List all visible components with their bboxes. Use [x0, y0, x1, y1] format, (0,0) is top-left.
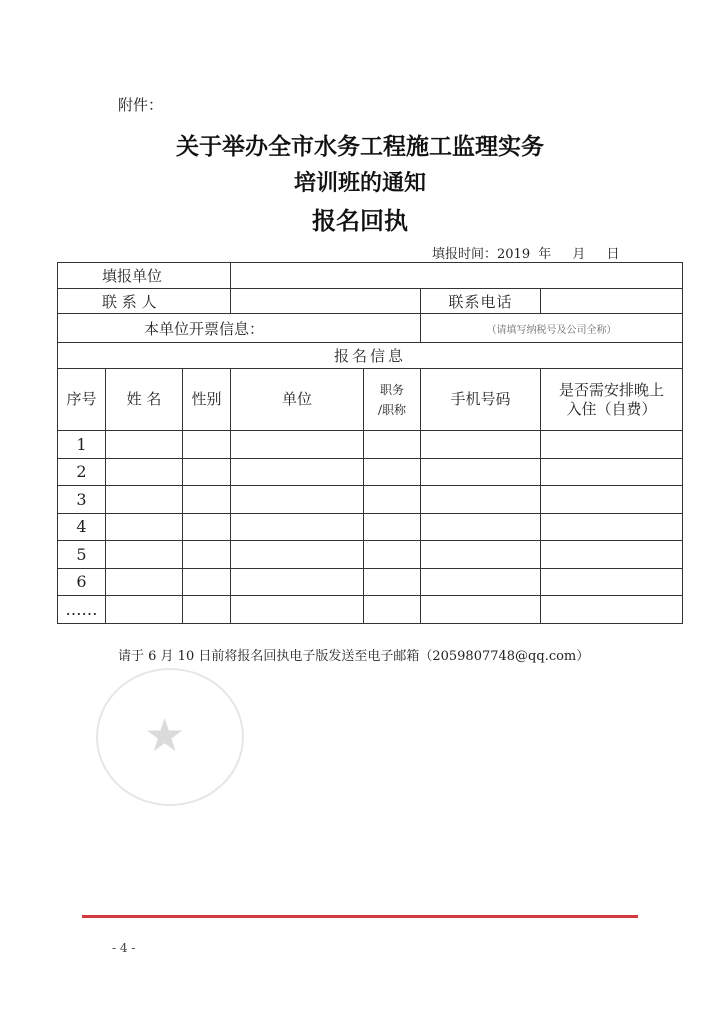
accommodation-cell[interactable] [541, 486, 683, 514]
seal-star-icon: ★ [144, 708, 186, 762]
phone-field[interactable] [541, 289, 683, 314]
gender-cell[interactable] [183, 596, 231, 624]
position-cell[interactable] [364, 486, 421, 514]
col-gender: 性别 [183, 369, 231, 431]
contact-row [58, 289, 683, 314]
gender-cell[interactable] [183, 458, 231, 486]
fill-date: 填报时间：2019 年 月 日 [432, 247, 620, 262]
col-position [364, 369, 421, 431]
col-unit: 单位 [231, 369, 364, 431]
mobile-cell[interactable] [421, 486, 541, 514]
position-cell[interactable] [364, 431, 421, 459]
unit-cell[interactable] [231, 541, 364, 569]
table-row [58, 541, 683, 569]
row-index: 5 [58, 541, 106, 569]
submission-note: 请于 6 月 10 日前将报名回执电子版发送至电子邮箱（2059807748@qq.com） [118, 649, 590, 664]
col-name: 姓 名 [106, 369, 183, 431]
unit-row [58, 263, 683, 289]
gender-cell[interactable] [183, 486, 231, 514]
registration-rows [58, 431, 683, 624]
accommodation-cell[interactable] [541, 513, 683, 541]
contact-label: 联 系 人 [58, 289, 231, 314]
row-index: …… [58, 596, 106, 624]
unit-field[interactable] [231, 263, 683, 289]
col-accommodation [541, 369, 683, 431]
position-cell[interactable] [364, 596, 421, 624]
registration-form-table [57, 262, 683, 624]
position-cell[interactable] [364, 513, 421, 541]
table-row [58, 458, 683, 486]
document-subtitle: 培训班的通知 [293, 170, 426, 196]
row-index: 3 [58, 486, 106, 514]
name-cell[interactable] [106, 513, 183, 541]
official-seal [96, 668, 244, 806]
name-cell[interactable] [106, 486, 183, 514]
accommodation-cell[interactable] [541, 541, 683, 569]
col-seq: 序号 [58, 369, 106, 431]
table-row [58, 568, 683, 596]
form-title: 报名回执 [312, 206, 408, 235]
position-cell[interactable] [364, 568, 421, 596]
invoice-hint[interactable]: （请填写纳税号及公司全称） [421, 314, 683, 343]
contact-field[interactable] [231, 289, 421, 314]
document-title: 关于举办全市水务工程施工监理实务 [176, 133, 544, 160]
mobile-cell[interactable] [421, 458, 541, 486]
mobile-cell[interactable] [421, 431, 541, 459]
table-row [58, 513, 683, 541]
gender-cell[interactable] [183, 431, 231, 459]
mobile-cell[interactable] [421, 541, 541, 569]
gender-cell[interactable] [183, 568, 231, 596]
column-header-row [58, 369, 683, 431]
unit-cell[interactable] [231, 486, 364, 514]
unit-cell[interactable] [231, 458, 364, 486]
table-row [58, 431, 683, 459]
name-cell[interactable] [106, 596, 183, 624]
attachment-label: 附件： [118, 96, 164, 114]
col-accommodation-line1: 是否需安排晚上 [559, 380, 665, 399]
row-index: 2 [58, 458, 106, 486]
unit-cell[interactable] [231, 431, 364, 459]
unit-cell[interactable] [231, 568, 364, 596]
mobile-cell[interactable] [421, 513, 541, 541]
name-cell[interactable] [106, 541, 183, 569]
col-accommodation-line2: 入住（自费） [566, 399, 657, 418]
position-cell[interactable] [364, 458, 421, 486]
row-index: 1 [58, 431, 106, 459]
mobile-cell[interactable] [421, 568, 541, 596]
invoice-row [58, 314, 683, 343]
accommodation-cell[interactable] [541, 596, 683, 624]
unit-cell[interactable] [231, 596, 364, 624]
unit-label: 填报单位 [58, 263, 231, 289]
row-index: 6 [58, 568, 106, 596]
mobile-cell[interactable] [421, 596, 541, 624]
col-position-line2: /职称 [377, 402, 407, 417]
gender-cell[interactable] [183, 541, 231, 569]
accommodation-cell[interactable] [541, 458, 683, 486]
page-number: - 4 - [112, 941, 136, 955]
table-row [58, 486, 683, 514]
col-position-line1: 职务 [380, 382, 405, 397]
name-cell[interactable] [106, 568, 183, 596]
accommodation-cell[interactable] [541, 568, 683, 596]
phone-label: 联系电话 [421, 289, 541, 314]
accommodation-cell[interactable] [541, 431, 683, 459]
section-row [58, 343, 683, 369]
name-cell[interactable] [106, 458, 183, 486]
invoice-label: 本单位开票信息： [58, 314, 421, 343]
name-cell[interactable] [106, 431, 183, 459]
table-row [58, 596, 683, 624]
footer-rule [82, 915, 638, 918]
section-title: 报名信息 [58, 343, 683, 369]
position-cell[interactable] [364, 541, 421, 569]
row-index: 4 [58, 513, 106, 541]
unit-cell[interactable] [231, 513, 364, 541]
col-mobile: 手机号码 [421, 369, 541, 431]
gender-cell[interactable] [183, 513, 231, 541]
